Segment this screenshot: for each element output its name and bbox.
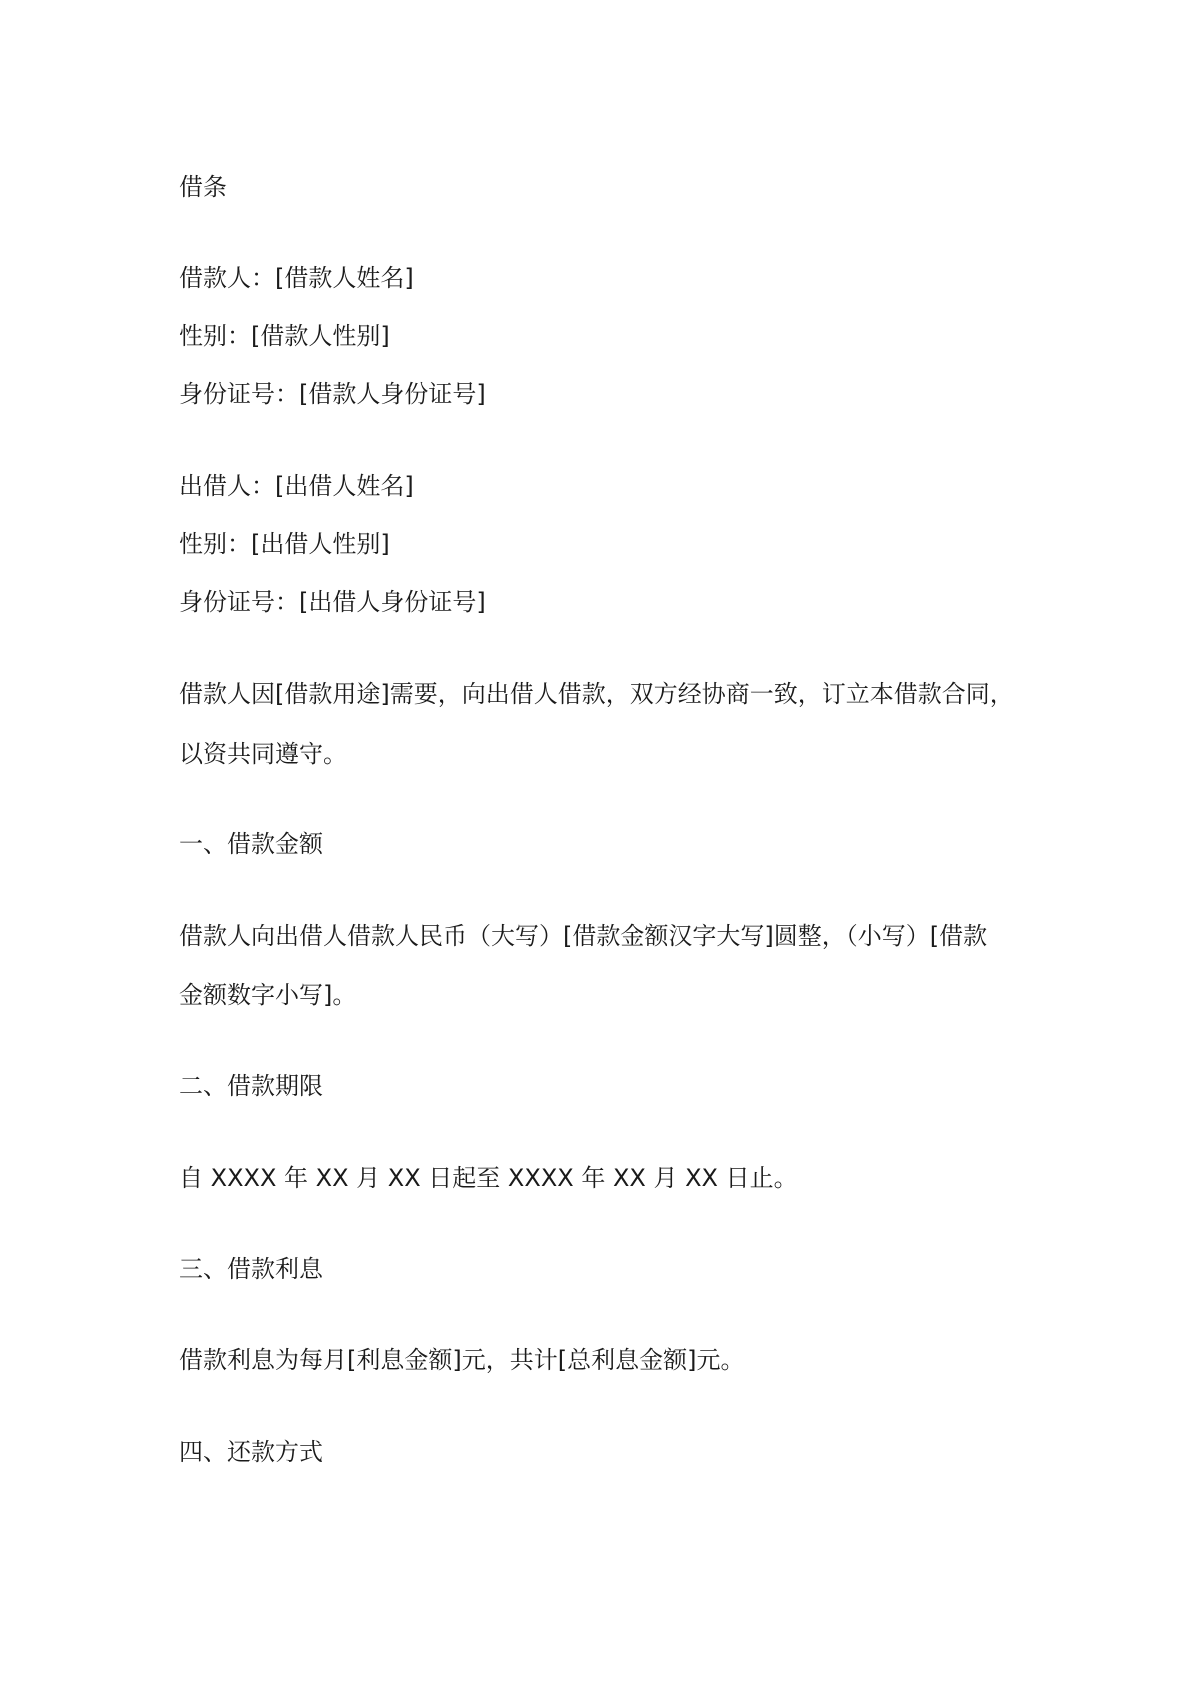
section-body-line: 借款利息为每月[利息金额]元，共计[总利息金额]元。	[179, 1346, 745, 1374]
lender-gender-line: 性别：[出借人性别]	[179, 530, 390, 558]
borrower-id-line: 身份证号：[借款人身份证号]	[179, 380, 486, 408]
section-heading-interest: 三、借款利息	[179, 1255, 323, 1283]
intro-paragraph-line: 以资共同遵守。	[179, 740, 347, 768]
section-heading-amount: 一、借款金额	[179, 830, 323, 858]
borrower-gender-line: 性别：[借款人性别]	[179, 322, 390, 350]
section-body-line: 自 XXXX 年 XX 月 XX 日起至 XXXX 年 XX 月 XX 日止。	[179, 1164, 798, 1192]
section-body-line: 借款人向出借人借款人民币（大写）[借款金额汉字大写]圆整，（小写）[借款	[179, 922, 988, 950]
section-heading-term: 二、借款期限	[179, 1072, 323, 1100]
borrower-name-line: 借款人：[借款人姓名]	[179, 264, 414, 292]
section-heading-repayment: 四、还款方式	[179, 1438, 323, 1466]
lender-name-line: 出借人：[出借人姓名]	[179, 472, 414, 500]
intro-paragraph-line: 借款人因[借款用途]需要，向出借人借款，双方经协商一致，订立本借款合同，	[179, 680, 1014, 708]
section-body-line: 金额数字小写]。	[179, 981, 357, 1009]
document-title: 借条	[179, 173, 227, 201]
lender-id-line: 身份证号：[出借人身份证号]	[179, 588, 486, 616]
